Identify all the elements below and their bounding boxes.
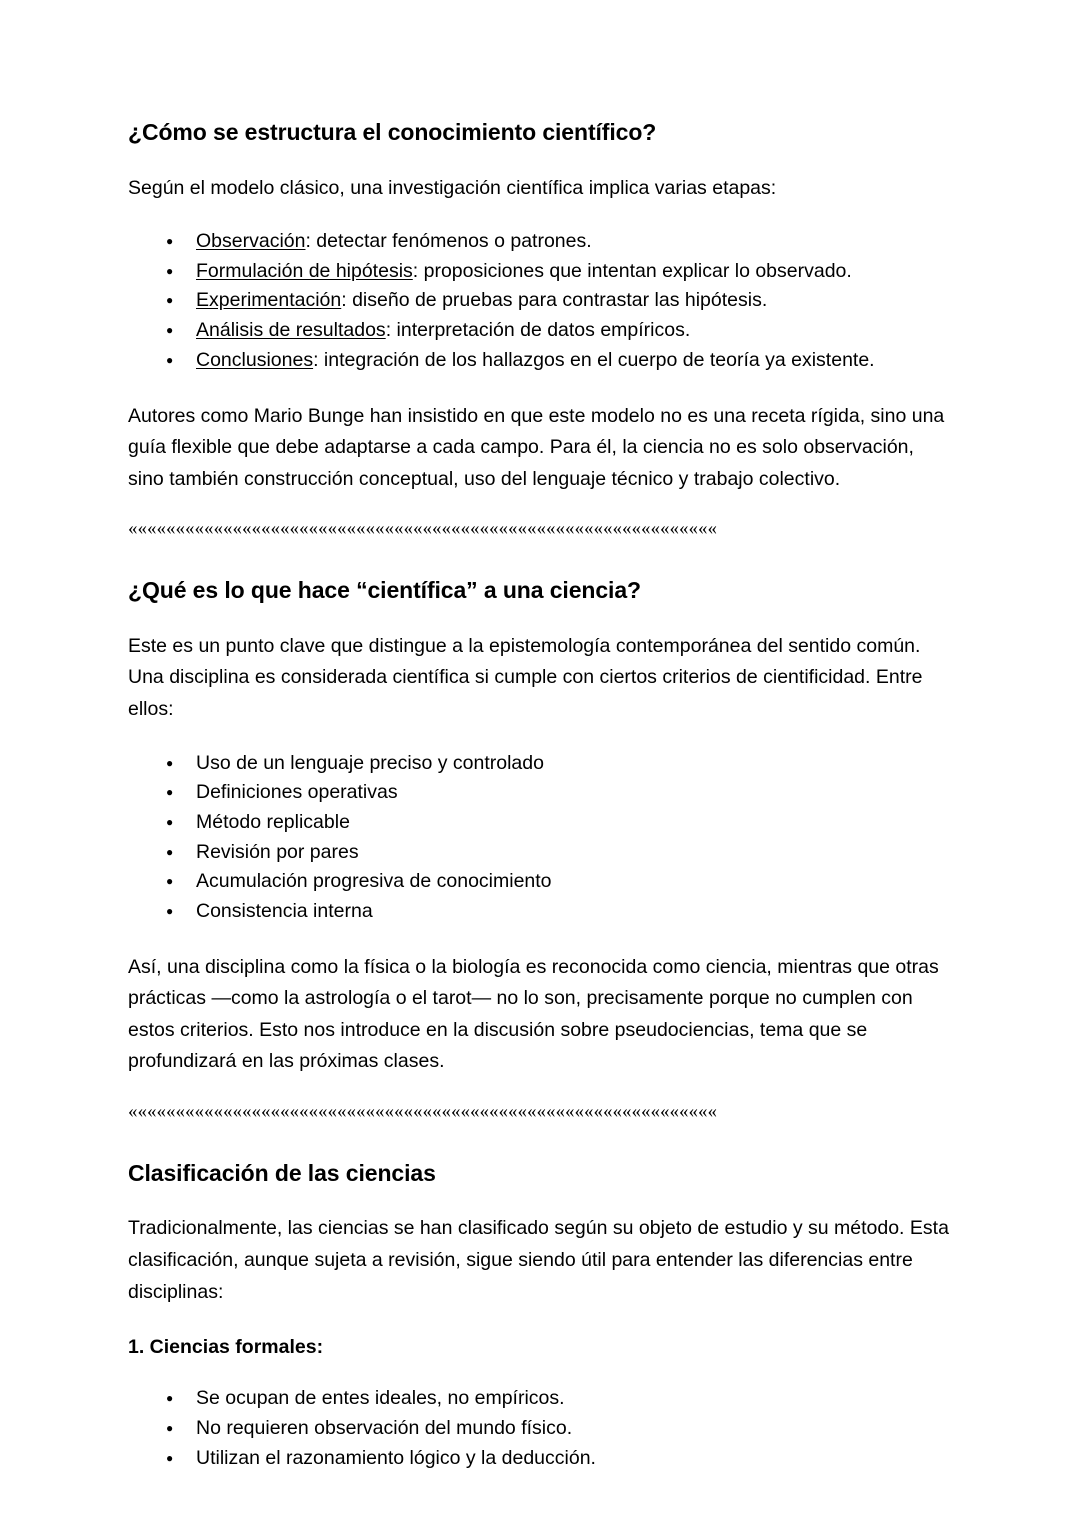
etapas-list bbox=[128, 228, 950, 374]
list-item-term: Formulación de hipótesis bbox=[196, 259, 413, 282]
list-item bbox=[128, 1385, 950, 1413]
list-item-term: Conclusiones bbox=[196, 348, 314, 371]
section-intro-paragraph: Este es un punto clave que distingue a la epistemología contemporánea del sentido común. Una disciplina es considerada científica si cumple con ciertos criterios de cientificidad. Entre ellos: bbox=[128, 634, 923, 720]
list-item bbox=[128, 868, 950, 896]
list-item bbox=[128, 228, 950, 256]
list-item bbox=[128, 898, 950, 926]
criterios-list bbox=[128, 750, 950, 926]
list-item bbox=[128, 1415, 950, 1443]
list-item-text: : interpretación de datos empíricos. bbox=[385, 319, 691, 342]
list-item bbox=[128, 287, 950, 315]
ciencias-formales-list bbox=[128, 1385, 950, 1472]
section-intro-paragraph: Según el modelo clásico, una investigación científica implica varias etapas: bbox=[128, 176, 777, 199]
list-item bbox=[128, 750, 950, 778]
list-item-text: : detectar fenómenos o patrones. bbox=[305, 230, 592, 253]
section-closing-paragraph: Así, una disciplina como la física o la biología es reconocida como ciencia, mientras que otras prácticas —como la astrología o el tarot— no lo son, precisamente porque no cumplen con estos criterios. Esto nos introduce en la discusión sobre pseudociencias, tema que se profundizará en las próximas clases. bbox=[128, 955, 939, 1073]
list-item-text: Se ocupan de entes ideales, no empíricos. bbox=[196, 1387, 565, 1410]
list-item-text: Revisión por pares bbox=[196, 840, 359, 863]
list-item-text: : proposiciones que intentan explicar lo observado. bbox=[412, 259, 852, 282]
list-item-term: Análisis de resultados bbox=[196, 319, 386, 342]
section-heading-clasificacion: Clasificación de las ciencias bbox=[128, 1159, 436, 1186]
list-item bbox=[128, 809, 950, 837]
list-item-text: Consistencia interna bbox=[196, 899, 373, 922]
list-item-term: Experimentación bbox=[196, 289, 342, 312]
section-intro-paragraph: Tradicionalmente, las ciencias se han clasificado según su objeto de estudio y su método. Esta clasificación, aunque sujeta a revisión, sigue siendo útil para entender las diferencias entre disciplinas: bbox=[128, 1217, 949, 1303]
section-closing-paragraph: Autores como Mario Bunge han insistido en que este modelo no es una receta rígida, sino una guía flexible que debe adaptarse a cada campo. Para él, la ciencia no es solo observación, sino también construcción conceptual, uso del lenguaje técnico y trabajo colectivo. bbox=[128, 404, 945, 490]
subsection-heading-ciencias-formales: 1. Ciencias formales: bbox=[128, 1336, 324, 1359]
list-item bbox=[128, 317, 950, 345]
list-item bbox=[128, 839, 950, 867]
list-item-text: : integración de los hallazgos en el cuerpo de teoría ya existente. bbox=[313, 348, 875, 371]
list-item-text: Uso de un lenguaje preciso y controlado bbox=[196, 751, 544, 774]
section-heading-estructura: ¿Cómo se estructura el conocimiento científico? bbox=[128, 119, 657, 145]
list-item-text: No requieren observación del mundo físico. bbox=[196, 1417, 573, 1440]
list-item-text: Utilizan el razonamiento lógico y la deducción. bbox=[196, 1446, 596, 1469]
list-item bbox=[128, 258, 950, 286]
list-item-text: : diseño de pruebas para contrastar las hipótesis. bbox=[341, 289, 768, 312]
list-item-term: Observación bbox=[196, 230, 306, 253]
list-item bbox=[128, 1445, 950, 1473]
guillemet-divider: «««««««««««««««««««««««««««««««««««««««««««««««««««««««««««««« bbox=[128, 519, 717, 539]
list-item-text: Método replicable bbox=[196, 810, 350, 833]
list-item bbox=[128, 347, 950, 375]
guillemet-divider: «««««««««««««««««««««««««««««««««««««««««««««««««««««««««««««« bbox=[128, 1101, 717, 1121]
list-item bbox=[128, 779, 950, 807]
list-item-text: Acumulación progresiva de conocimiento bbox=[196, 870, 552, 893]
section-heading-cientifica: ¿Qué es lo que hace “científica” a una ciencia? bbox=[128, 577, 641, 604]
list-item-text: Definiciones operativas bbox=[196, 781, 398, 804]
document-body bbox=[128, 118, 950, 1472]
